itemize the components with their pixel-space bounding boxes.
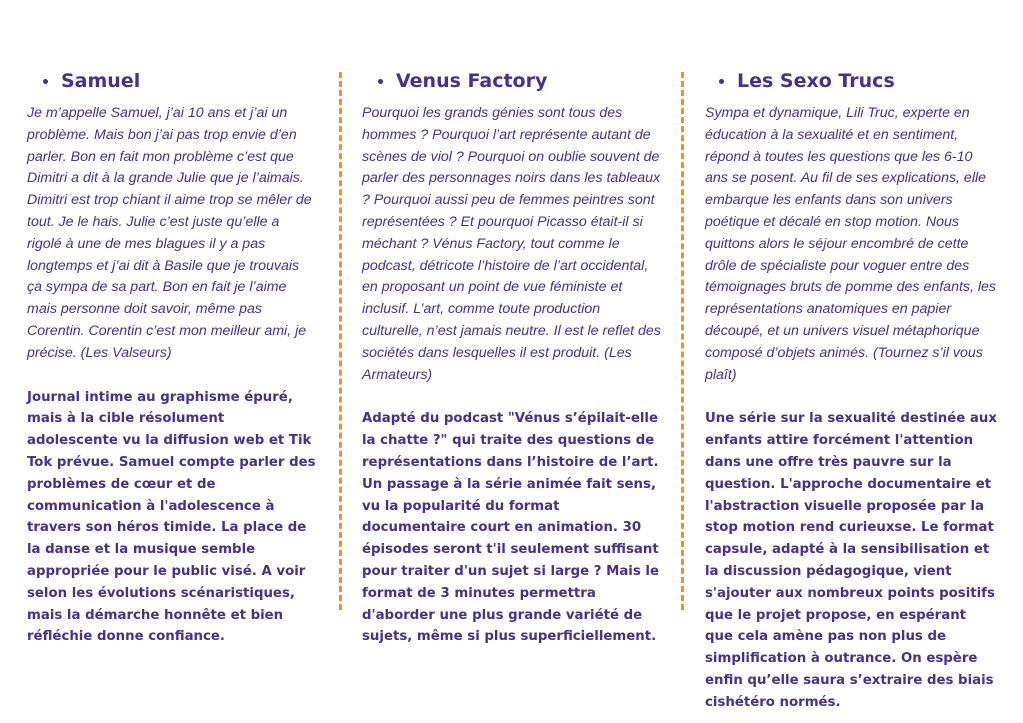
column-venus-factory	[362, 66, 662, 648]
column-divider	[339, 72, 342, 610]
column-divider	[681, 72, 684, 610]
bullet-icon	[719, 79, 724, 84]
title-text: Les Sexo Trucs	[737, 70, 895, 92]
synopsis-text: Sympa et dynamique, Lili Truc, experte en éducation à la sexualité et en sentiment, répond à toutes les questions que les 6-10 ans se posent. Au fil de ses explications, elle embarque les enfants dans son univers poétique et décalé en stop motion. Nous quittons alors le séjour encombré de cette drôle de spécialiste pour voguer entre des témoignages bruts de pomme des enfants, les représentations anatomiques en papier découpé, et un univers visuel métaphorique composé d’objets animés. (Tournez s’il vous plaît)	[705, 105, 997, 383]
review-text: Journal intime au graphisme épuré, mais à la cible résolument adolescente vu la diffusion web et Tik Tok prévue. Samuel compte parler des problèmes de cœur et de communication à l'adolescence à travers son héros timide. La place de la danse et la musique semble appropriée pour le public visé. A voir selon les évolutions scénaristiques, mais la démarche honnête et bien réfléchie donne confiance.	[27, 389, 316, 645]
column-title	[705, 66, 997, 96]
column-title	[27, 66, 317, 96]
synopsis-text: Je m’appelle Samuel, j’ai 10 ans et j’ai un problème. Mais bon j’ai pas trop envie d’en parler. Bon en fait mon problème c’est que Dimitri a dit à la grande Julie que je l’aimais. Dimitri est trop chiant il aime trop se mêler de tout. Je le hais. Julie c’est juste qu’elle a rigolé à une de mes blagues il y a pas longtemps et j’ai dit à Basile que je trouvais ça sympa de sa part. Bon en fait je l’aime mais personne doit savoir, même pas Corentin. Corentin c’est mon meilleur ami, je précise. (Les Valseurs)	[27, 105, 312, 361]
column-samuel	[27, 66, 317, 648]
column-title	[362, 66, 662, 96]
bullet-icon	[378, 79, 383, 84]
title-text: Venus Factory	[396, 70, 548, 92]
column-les-sexo-trucs	[705, 66, 997, 714]
bullet-icon	[43, 79, 48, 84]
title-text: Samuel	[61, 70, 141, 92]
review-text: Adapté du podcast "Vénus s’épilait-elle la chatte ?" qui traite des questions de représentations dans l’histoire de l’art. Un passage à la série animée fait sens, vu la popularité du format documentaire court en animation. 30 épisodes seront t'il seulement suffisant pour traiter d'un sujet si large ? Mais le format de 3 minutes permettra d'aborder une plus grande variété de sujets, même si plus superficiellement.	[362, 411, 659, 645]
synopsis-text: Pourquoi les grands génies sont tous des hommes ? Pourquoi l’art représente autant de scènes de viol ? Pourquoi on oublie souvent de parler des personnages noirs dans les tableaux ? Pourquoi aussi peu de femmes peintres sont représentées ? Et pourquoi Picasso était-il si méchant ? Vénus Factory, tout comme le podcast, détricote l’histoire de l’art occidental, en proposant un point de vue féministe et inclusif. L’art, comme toute production culturelle, n’est jamais neutre. Il est le reflet des sociétés dans lesquelles il est produit. (Les Armateurs)	[362, 105, 661, 383]
review-text: Une série sur la sexualité destinée aux enfants attire forcément l'attention dans une offre très pauvre sur la question. L'approche documentaire et l'abstraction visuelle proposée par la stop motion rend curieuxse. Le format capsule, adapté à la sensibilisation et la discussion pédagogique, vient s'ajouter aux nombreux points positifs que le projet propose, en espérant que cela amène pas non plus de simplification à outrance. On espère enfin qu’elle saura s’extraire des biais cishétéro normés.	[705, 411, 997, 710]
